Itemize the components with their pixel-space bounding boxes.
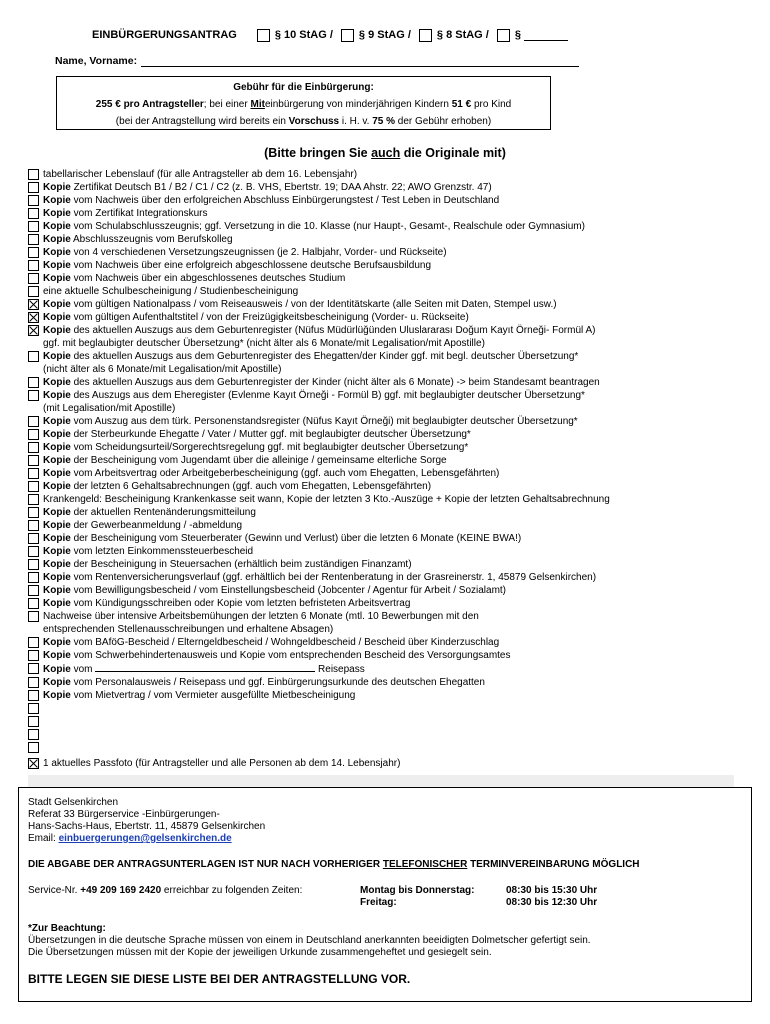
- fee-line-1: 255 € pro Antragsteller; bei einer Miteinbürgerung von minderjährigen Kindern 51 € pro Kind: [95, 99, 512, 110]
- stag9-checkbox[interactable]: [341, 29, 354, 42]
- list-item-continuation: (nicht älter als 6 Monate/mit Legalisation/mit Apostille): [43, 364, 282, 375]
- checkbox-checked[interactable]: [28, 758, 39, 769]
- list-item: Kopie vom Arbeitsvertrag oder Arbeitgeberbescheinigung (ggf. auch vom Ehegatten, Lebensgefährten): [28, 467, 748, 480]
- list-item: 1 aktuelles Passfoto (für Antragsteller und alle Personen ab dem 14. Lebensjahr): [28, 757, 748, 770]
- list-item: Kopie der letzten 6 Gehaltsabrechnungen (ggf. auch vom Ehegatten, Lebensgefährten): [28, 480, 748, 493]
- checkbox[interactable]: [28, 442, 39, 453]
- checkbox[interactable]: [28, 611, 39, 622]
- checkbox[interactable]: [28, 507, 39, 518]
- checkbox[interactable]: [28, 273, 39, 284]
- name-row: [55, 55, 579, 67]
- checkbox[interactable]: [28, 729, 39, 740]
- checkbox[interactable]: [28, 416, 39, 427]
- checkbox-checked[interactable]: [28, 312, 39, 323]
- list-item: Kopie vom Rentenversicherungsverlauf (ggf. erhältlich bei der Rentenberatung in der Grasreinerstr. 1, 45879 Gelsenkirchen): [28, 571, 748, 584]
- fee-line-2: (bei der Antragstellung wird bereits ein Vorschuss i. H. v. 75 % der Gebühr erhoben): [115, 116, 492, 127]
- list-item-empty: [28, 715, 748, 728]
- contact-box: [18, 787, 752, 1002]
- list-item: Kopie des aktuellen Auszugs aus dem Geburtenregister des Ehegatten/der Kinder ggf. mit begl. deutscher Übersetzung*: [28, 350, 748, 363]
- checkbox[interactable]: [28, 481, 39, 492]
- checkbox[interactable]: [28, 533, 39, 544]
- appointment-notice: DIE ABGABE DER ANTRAGSUNTERLAGEN IST NUR NACH VORHERIGER TELEFONISCHER TERMINVEREINBARUNG MÖGLICH: [28, 859, 640, 870]
- stag8-checkbox[interactable]: [419, 29, 432, 42]
- list-item: Kopie vom gültigen Aufenthaltstitel / von der Freizügigkeitsbescheinigung (Vorder- u. Rückseite): [28, 311, 748, 324]
- list-item: Kopie der Sterbeurkunde Ehegatte / Vater / Mutter ggf. mit beglaubigter deutscher Übersetzung*: [28, 428, 748, 441]
- name-field[interactable]: [141, 56, 579, 67]
- checkbox[interactable]: [28, 455, 39, 466]
- list-item: eine aktuelle Schulbescheinigung / Studienbescheinigung: [28, 285, 748, 298]
- translation-note: *Zur Beachtung: Übersetzungen in die deutsche Sprache müssen von einem in Deutschland anerkannten beeidigten Dolmetscher gefertigt sein. Die Übersetzungen müssen mit der Kopie der jeweiligen Urkunde zusammengeheftet und gesiegelt sein.: [28, 923, 591, 958]
- checkbox[interactable]: [28, 637, 39, 648]
- contact-email-row: Email: einbuergerungen@gelsenkirchen.de: [28, 833, 232, 844]
- checkbox[interactable]: [28, 234, 39, 245]
- list-item: Krankengeld: Bescheinigung Krankenkasse seit wann, Kopie der letzten 3 Kto.-Auszüge + Kopie der letzten Gehaltsabrechnung: [28, 493, 748, 506]
- list-item: Kopie vom Auszug aus dem türk. Personenstandsregister (Nüfus Kayıt Örneği) mit beglaubigter deutscher Übersetzung*: [28, 415, 748, 428]
- divider-bar: [28, 775, 734, 787]
- list-item: Kopie vom Scheidungsurteil/Sorgerechtsregelung ggf. mit beglaubigter deutscher Übersetzung*: [28, 441, 748, 454]
- list-item: Kopie vom Bewilligungsbescheid / vom Einstellungsbescheid (Jobcenter / Agentur für Arbeit / Sozialamt): [28, 584, 748, 597]
- form-header: [92, 26, 576, 44]
- list-item: Kopie vom BAföG-Bescheid / Elterngeldbescheid / Wohngeldbescheid / Bescheid über Kinderzuschlag: [28, 636, 748, 649]
- list-item: Kopie vom Schwerbehindertenausweis und Kopie vom entsprechenden Bescheid des Versorgungsamtes: [28, 649, 748, 662]
- stag-other-label: §: [514, 29, 521, 41]
- checkbox[interactable]: [28, 716, 39, 727]
- list-item: Kopie vom Zertifikat Integrationskurs: [28, 207, 748, 220]
- list-item: Kopie vom Mietvertrag / vom Vermieter ausgefüllte Mietbescheinigung: [28, 689, 748, 702]
- checkbox[interactable]: [28, 690, 39, 701]
- checkbox[interactable]: [28, 663, 39, 674]
- checkbox[interactable]: [28, 377, 39, 388]
- checkbox[interactable]: [28, 468, 39, 479]
- checkbox[interactable]: [28, 677, 39, 688]
- checkbox[interactable]: [28, 169, 39, 180]
- list-item: Kopie der Bescheinigung vom Steuerberater (Gewinn und Verlust) über die letzten 6 Monate (KEINE BWA!): [28, 532, 748, 545]
- checkbox[interactable]: [28, 520, 39, 531]
- list-item: Kopie der aktuellen Rentenänderungsmitteilung: [28, 506, 748, 519]
- list-item-continuation: ggf. mit beglaubigter deutscher Übersetzung* (nicht älter als 6 Monate/mit Legalisation/mit Apostille): [43, 338, 485, 349]
- list-item: Kopie vom gültigen Nationalpass / vom Reiseausweis / von der Identitätskarte (alle Seiten mit Daten, Stempel usw.): [28, 298, 748, 311]
- list-item: Kopie des aktuellen Auszugs aus dem Geburtenregister der Kinder (nicht älter als 6 Monate) -> beim Standesamt beantragen: [28, 376, 748, 389]
- list-item: Kopie vom Schulabschlusszeugnis; ggf. Versetzung in die 10. Klasse (nur Haupt-, Gesamt-, Realschule oder Gymnasium): [28, 220, 748, 233]
- form-title: EINBÜRGERUNGSANTRAG: [92, 29, 237, 41]
- checkbox[interactable]: [28, 742, 39, 753]
- list-item-continuation: (mit Legalisation/mit Apostille): [43, 403, 176, 414]
- checkbox-checked[interactable]: [28, 299, 39, 310]
- stag-other-checkbox[interactable]: [497, 29, 510, 42]
- list-item-continuation: entsprechenden Stellenausschreibungen und erhaltene Absagen): [43, 624, 334, 635]
- stag10-checkbox[interactable]: [257, 29, 270, 42]
- stag9-label: § 9 StAG /: [358, 29, 411, 41]
- list-item: Kopie der Bescheinigung vom Jugendamt über die alleinige / gemeinsame elterliche Sorge: [28, 454, 748, 467]
- list-item: Kopie vom Nachweis über den erfolgreichen Abschluss Einbürgerungstest / Test Leben in Deutschland: [28, 194, 748, 207]
- list-item: Kopie Zertifikat Deutsch B1 / B2 / C1 / C2 (z. B. VHS, Ebertstr. 19; DAA Ahstr. 22; AWO Grenzstr. 47): [28, 181, 748, 194]
- service-phone[interactable]: +49 209 169 2420: [80, 885, 162, 896]
- contact-line-2: Referat 33 Bürgerservice -Einbürgerungen-: [28, 809, 220, 820]
- checkbox[interactable]: [28, 429, 39, 440]
- name-label: Name, Vorname:: [55, 55, 138, 67]
- list-item: Kopie Abschlusszeugnis vom Berufskolleg: [28, 233, 748, 246]
- list-item: Kopie vom Personalausweis / Reisepass und ggf. Einbürgerungsurkunde des deutschen Ehegatten: [28, 676, 748, 689]
- checkbox[interactable]: [28, 598, 39, 609]
- list-item: tabellarischer Lebenslauf (für alle Antragsteller ab dem 16. Lebensjahr): [28, 168, 748, 181]
- document-checklist: [28, 168, 748, 770]
- contact-line-3: Hans-Sachs-Haus, Ebertstr. 11, 45879 Gelsenkirchen: [28, 821, 266, 832]
- contact-line-1: Stadt Gelsenkirchen: [28, 797, 119, 808]
- list-item: Kopie des Auszugs aus dem Eheregister (Evlenme Kayıt Örneği - Formül B) ggf. mit beglaubigter deutscher Übersetzung*: [28, 389, 748, 402]
- list-item: Kopie des aktuellen Auszugs aus dem Geburtenregister (Nüfus Müdürlüğünden Uluslararası Doğum Kayıt Örneği- Formül A): [28, 324, 748, 337]
- list-item: Kopie vom Nachweis über ein abgeschlossenes deutsches Studium: [28, 272, 748, 285]
- list-item: Kopie vom Kündigungsschreiben oder Kopie vom letzten befristeten Arbeitsvertrag: [28, 597, 748, 610]
- fee-title: Gebühr für die Einbürgerung:: [233, 82, 374, 93]
- fee-box: [56, 76, 551, 130]
- checkbox[interactable]: [28, 221, 39, 232]
- stag-other-field[interactable]: [524, 30, 568, 41]
- checkbox[interactable]: [28, 585, 39, 596]
- checkbox[interactable]: [28, 572, 39, 583]
- checkbox-checked[interactable]: [28, 325, 39, 336]
- stag10-label: § 10 StAG /: [274, 29, 333, 41]
- checkbox[interactable]: [28, 286, 39, 297]
- checkbox[interactable]: [28, 546, 39, 557]
- email-link[interactable]: einbuergerungen@gelsenkirchen.de: [58, 833, 232, 844]
- list-item-empty: [28, 702, 748, 715]
- checkbox[interactable]: [28, 182, 39, 193]
- checkbox[interactable]: [28, 208, 39, 219]
- checkbox[interactable]: [28, 351, 39, 362]
- list-item: Kopie vom Reisepass: [28, 662, 748, 676]
- checkbox[interactable]: [28, 559, 39, 570]
- passport-blank-field[interactable]: [95, 662, 315, 672]
- final-instruction: BITTE LEGEN SIE DIESE LISTE BEI DER ANTRAGSTELLUNG VOR.: [28, 972, 411, 986]
- list-item: Kopie von 4 verschiedenen Versetzungszeugnissen (je 2. Halbjahr, Vorder- und Rückseite): [28, 246, 748, 259]
- service-hours: Service-Nr. +49 209 169 2420 erreichbar zu folgenden Zeiten: Montag bis Donnerstag: Freitag: 08:30 bis 15:30 Uhr 08:30 bis 12:30 Uhr: [28, 885, 598, 908]
- checkbox[interactable]: [28, 260, 39, 271]
- checkbox[interactable]: [28, 703, 39, 714]
- checkbox[interactable]: [28, 650, 39, 661]
- list-item: Nachweise über intensive Arbeitsbemühungen der letzten 6 Monate (mtl. 10 Bewerbungen mit den: [28, 610, 748, 623]
- list-item: Kopie vom Nachweis über eine erfolgreich abgeschlossene deutsche Berufsausbildung: [28, 259, 748, 272]
- originals-heading: (Bitte bringen Sie auch die Originale mit): [264, 146, 506, 160]
- checkbox[interactable]: [28, 390, 39, 401]
- stag8-label: § 8 StAG /: [436, 29, 489, 41]
- list-item: Kopie vom letzten Einkommenssteuerbescheid: [28, 545, 748, 558]
- checkbox[interactable]: [28, 247, 39, 258]
- list-item-empty: [28, 728, 748, 741]
- list-item: Kopie der Gewerbeanmeldung / -abmeldung: [28, 519, 748, 532]
- list-item: Kopie der Bescheinigung in Steuersachen (erhältlich beim zuständigen Finanzamt): [28, 558, 748, 571]
- checkbox[interactable]: [28, 494, 39, 505]
- list-item-empty: [28, 741, 748, 754]
- checkbox[interactable]: [28, 195, 39, 206]
